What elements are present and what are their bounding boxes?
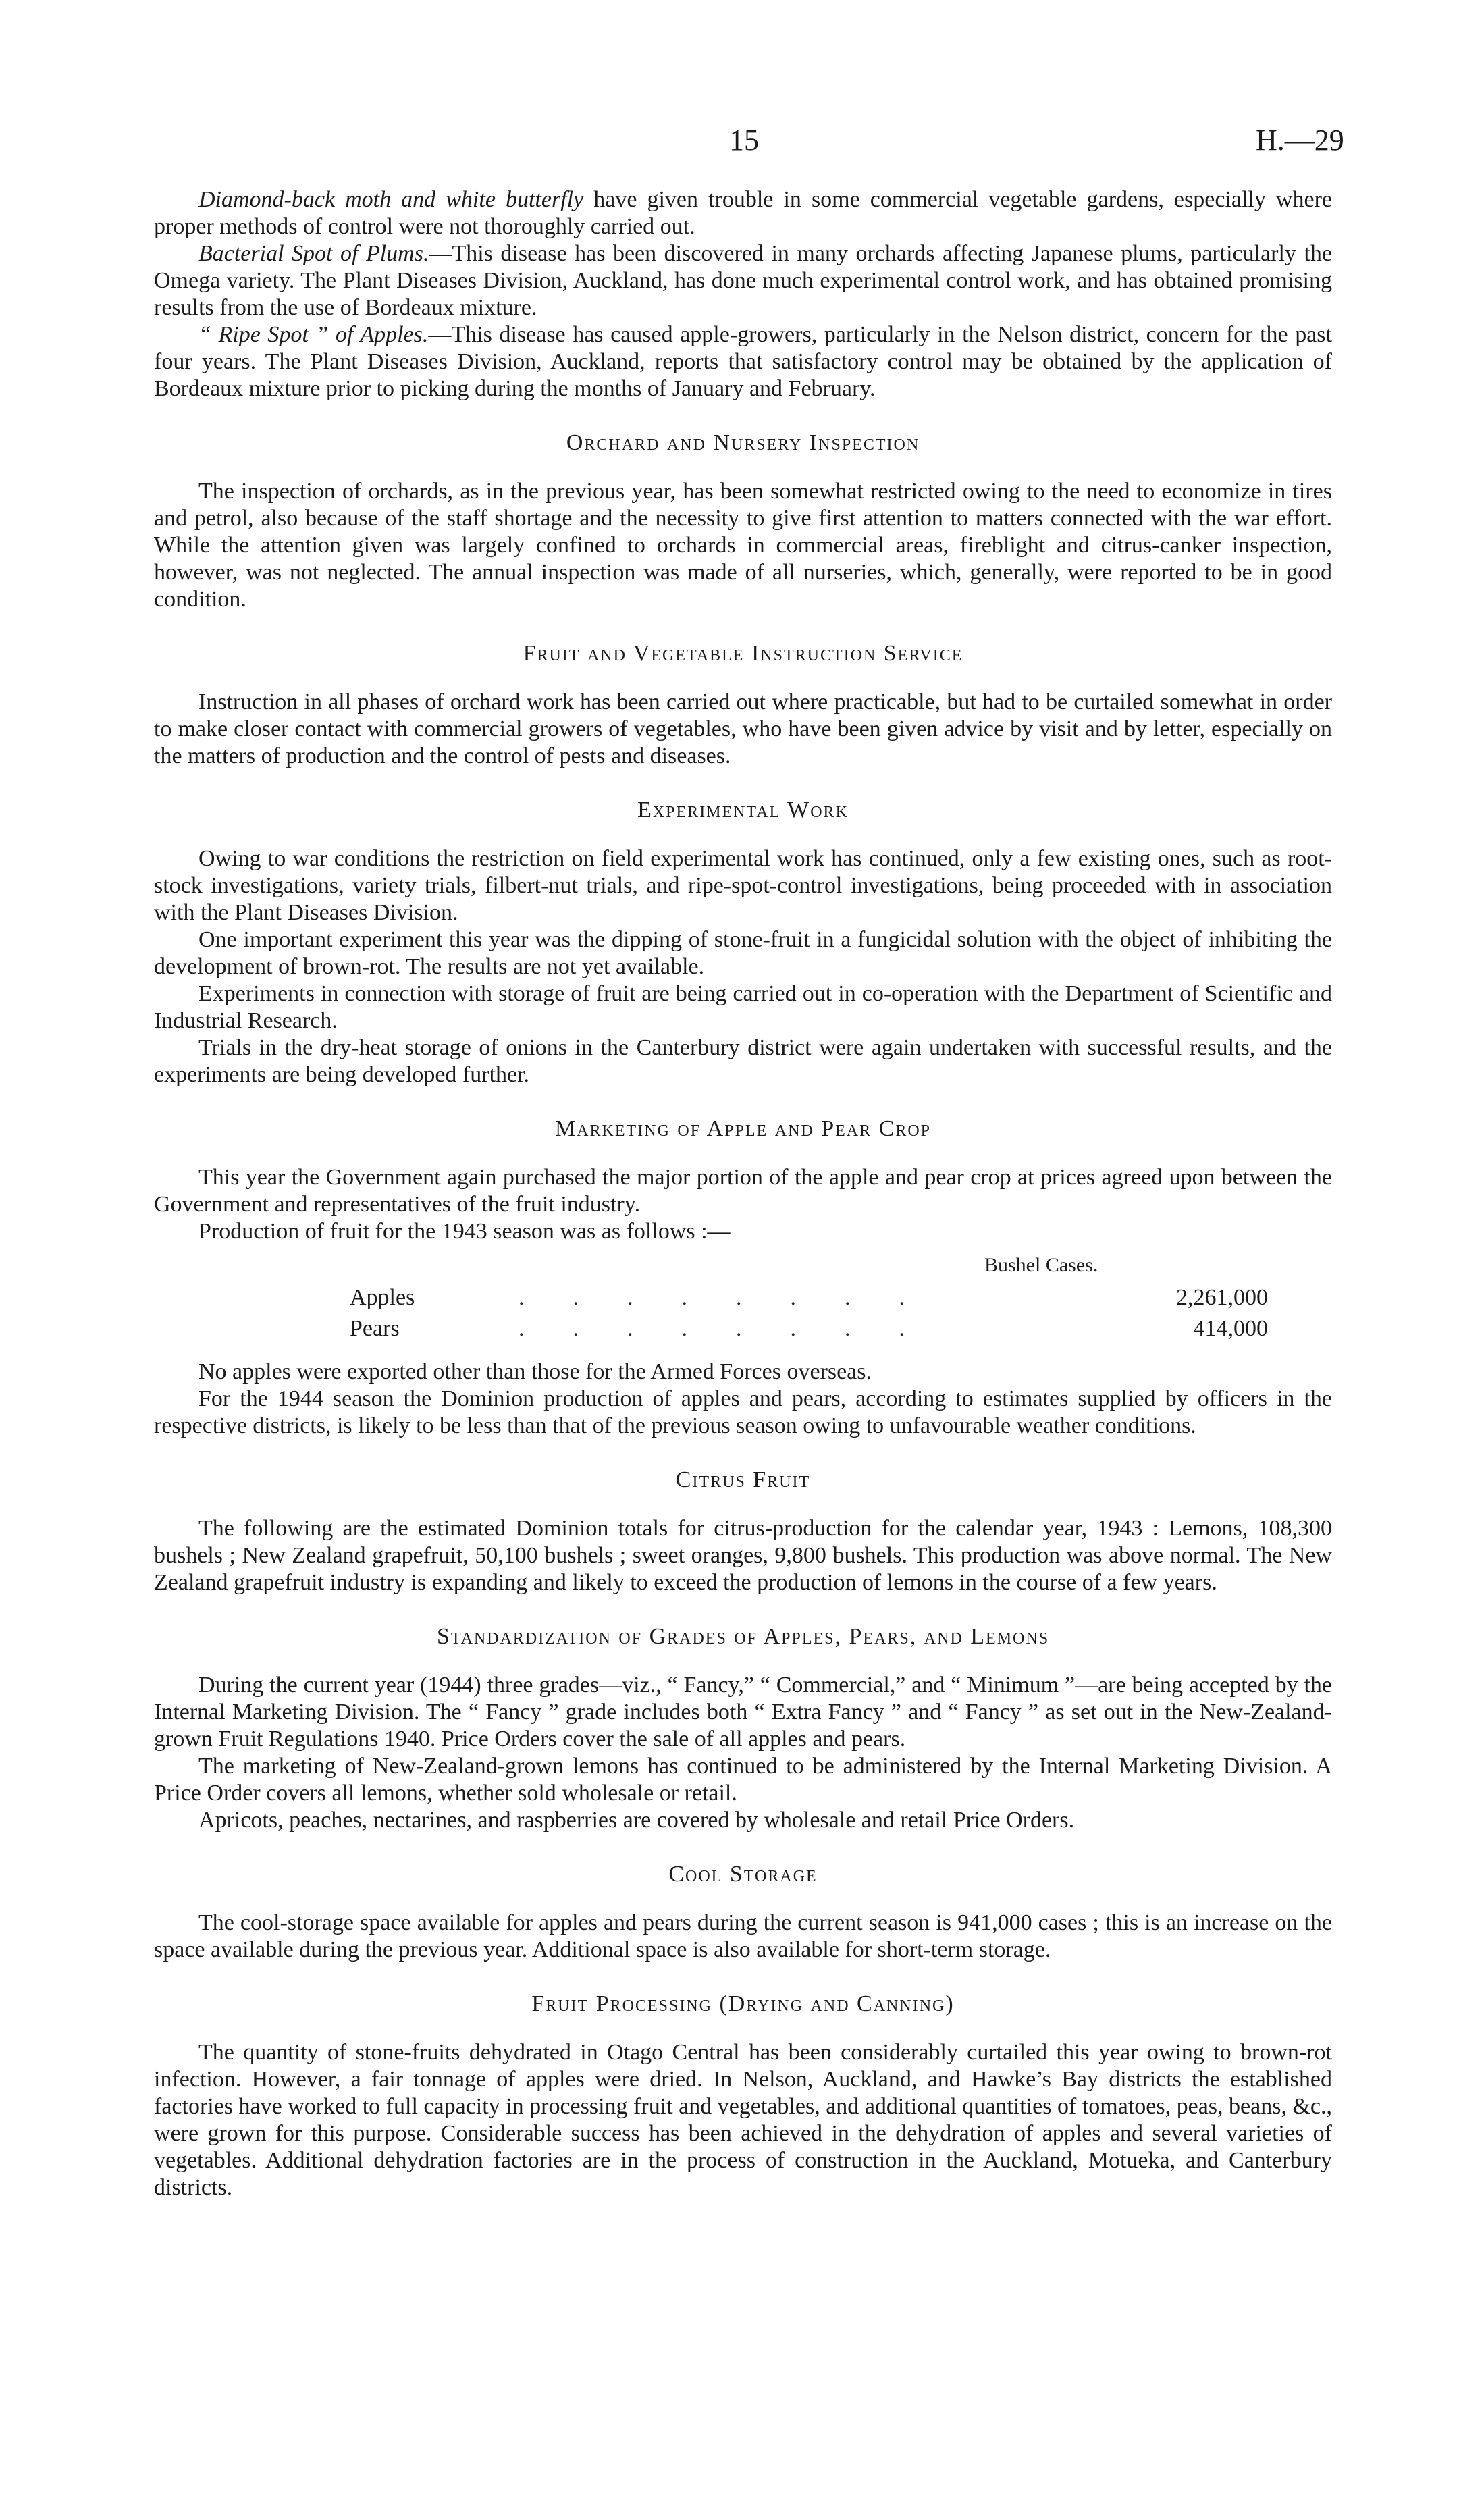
paragraph <box>154 321 1332 402</box>
table-row-value: 2,261,000 <box>1176 1285 1268 1310</box>
section-heading-experimental: Experimental Work <box>637 797 849 822</box>
paragraph: This year the Government again purchased the major portion of the apple and pear crop at prices agreed upon between the Government and representatives of the fruit industry. <box>154 1165 1332 1217</box>
document-reference: H.—29 <box>1256 124 1344 157</box>
paragraph: One important experiment this year was the dipping of stone-fruit in a fungicidal solution with the object of inhibiting the development of brown-rot. The results are not yet available. <box>154 927 1332 979</box>
page-number: 15 <box>729 124 759 157</box>
paragraph <box>154 240 1332 321</box>
paragraph: Trials in the dry-heat storage of onions in the Canterbury district were again undertaken with successful results, and the experiments are being developed further. <box>154 1035 1332 1087</box>
paragraph: During the current year (1944) three grades—viz., “ Fancy,” “ Commercial,” and “ Minimum ”—are being accepted by the Internal Marketing Division. The “ Fancy ” grade includes both “ Extra Fancy ” and “ Fancy ” as set out in the New-Zealand-grown Fruit Regulations 1940. Price Orders cover the sale of all apples and pears. <box>154 1673 1332 1752</box>
paragraph-lead-in: “ Ripe Spot ” of Apples. <box>198 322 429 347</box>
production-table <box>154 1252 1332 1353</box>
paragraph-lead-in: Bacterial Spot of Plums. <box>198 241 429 266</box>
table-row <box>350 1315 1268 1345</box>
paragraph: The inspection of orchards, as in the previous year, has been somewhat restricted owing to the need to economize in tires and petrol, also because of the staff shortage and the necessity to give first attention to matters connected with the war effort. While the attention given was largely confined to orchards in commercial areas, fireblight and citrus-canker inspection, however, was not neglected. The annual inspection was made of all nurseries, which, generally, were reported to be in good condition. <box>154 479 1332 612</box>
paragraph: Owing to war conditions the restriction on field experimental work has continued, only a few existing ones, such as root-stock investigations, variety trials, filbert-nut trials, and ripe-spot-control investigations, being proceeded with in association with the Plant Diseases Division. <box>154 846 1332 925</box>
section-heading-processing: Fruit Processing (Drying and Canning) <box>531 1991 955 2016</box>
section-heading-marketing: Marketing of Apple and Pear Crop <box>554 1116 932 1141</box>
table-row <box>350 1284 1268 1314</box>
paragraph-text: —This disease has caused apple-growers, particularly in the Nelson district, concern for the past four years. The Plant Diseases Division, Auckland, reports that satisfactory control may be obtained by the application of Bordeaux mixture prior to picking during the months of January and February. <box>154 322 1332 401</box>
document-body <box>154 186 1332 2201</box>
paragraph-text: have given trouble in some commercial vegetable gardens, especially where proper methods of control were not thoroughly carried out. <box>154 187 1332 239</box>
paragraph-lead-in: Diamond-back moth and white butterfly <box>198 187 584 212</box>
table-row-label: Pears <box>350 1316 400 1341</box>
paragraph: The quantity of stone-fruits dehydrated in Otago Central has been considerably curtailed this year owing to brown-rot infection. However, a fair tonnage of apples were dried. In Nelson, Auckland, and Hawke’s Bay districts the established factories have worked to full capacity in processing fruit and vegetables, and additional quantities of tomatoes, peas, beans, &c., were grown for this purpose. Considerable success has been achieved in the dehydration of apples and several varieties of vegetables. Additional dehydration factories are in the process of construction in the Auckland, Motueka, and Canterbury districts. <box>154 2040 1332 2200</box>
paragraph: The following are the estimated Dominion totals for citrus-production for the calendar year, 1943 : Lemons, 108,300 bushels ; New Zealand grapefruit, 50,100 bushels ; sweet oranges, 9,800 bushels. This production was above normal. The New Zealand grapefruit industry is expanding and likely to exceed the production of lemons in the course of a few years. <box>154 1516 1332 1595</box>
paragraph: Experiments in connection with storage of fruit are being carried out in co-operation with the Department of Scientific and Industrial Research. <box>154 981 1332 1033</box>
dot-leaders: ........ <box>519 1316 953 1341</box>
table-column-header: Bushel Cases. <box>984 1254 1098 1276</box>
paragraph <box>154 186 1332 240</box>
section-heading-standardization: Standardization of Grades of Apples, Pears, and Lemons <box>436 1624 1050 1649</box>
table-row-label: Apples <box>350 1285 415 1310</box>
paragraph: Production of fruit for the 1943 season was as follows :— <box>198 1219 731 1244</box>
dot-leaders: ........ <box>519 1285 953 1310</box>
paragraph: No apples were exported other than those for the Armed Forces overseas. <box>198 1359 872 1384</box>
section-heading-instruction: Fruit and Vegetable Instruction Service <box>523 641 963 666</box>
section-heading-citrus: Citrus Fruit <box>675 1467 811 1492</box>
paragraph: Instruction in all phases of orchard work has been carried out where practicable, but had to be curtailed somewhat in order to make closer contact with commercial growers of vegetables, who have been given advice by visit and by letter, especially on the matters of production and the control of pests and diseases. <box>154 689 1332 768</box>
section-heading-cool-storage: Cool Storage <box>668 1862 818 1887</box>
table-row-value: 414,000 <box>1193 1316 1268 1341</box>
section-heading-orchard: Orchard and Nursery Inspection <box>566 430 920 455</box>
paragraph: The marketing of New-Zealand-grown lemons has continued to be administered by the Internal Marketing Division. A Price Order covers all lemons, whether sold wholesale or retail. <box>154 1754 1332 1806</box>
paragraph: For the 1944 season the Dominion production of apples and pears, according to estimates supplied by officers in the respective districts, is likely to be less than that of the previous season owing to unfavourable weather conditions. <box>154 1386 1332 1438</box>
paragraph: Apricots, peaches, nectarines, and raspberries are covered by wholesale and retail Price Orders. <box>198 1808 1075 1833</box>
paragraph: The cool-storage space available for apples and pears during the current season is 941,000 cases ; this is an increase on the space available during the previous year. Additional space is also available for short-term storage. <box>154 1910 1332 1962</box>
paragraph-text: —This disease has been discovered in many orchards affecting Japanese plums, particularly the Omega variety. The Plant Diseases Division, Auckland, has done much experimental control work, and has obtained promising results from the use of Bordeaux mixture. <box>154 241 1332 320</box>
